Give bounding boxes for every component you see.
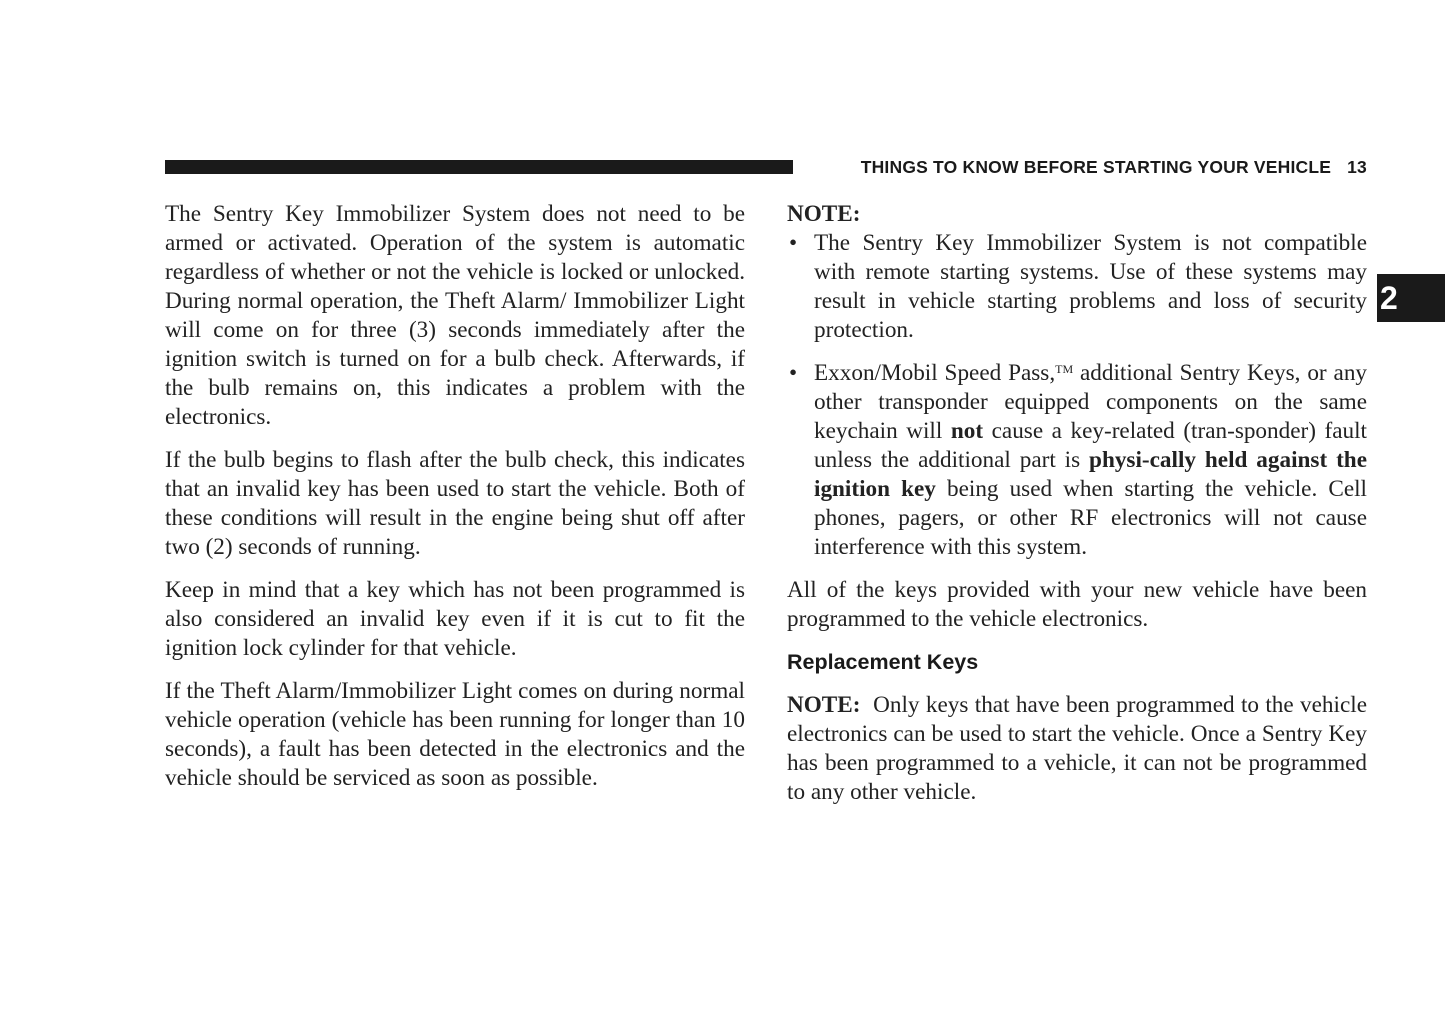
note-label: NOTE: xyxy=(787,692,861,718)
bullet-text-part: additional Sentry Keys, or any other transponder equipped components on the same keychain will xyxy=(814,360,1368,444)
chapter-tab: 2 xyxy=(1377,274,1445,322)
bullet-text-part: being used when starting the vehicle. Cell phones, pagers, or other RF electronics will not cause interference with this system. xyxy=(814,476,1368,560)
header-rule xyxy=(165,160,793,174)
bullet-text-compatibility: The Sentry Key Immobilizer System is not compatible with remote starting systems. Use of these systems may result in vehicle starting problems and loss of security protection. xyxy=(814,230,1367,343)
list-item xyxy=(787,359,1367,562)
right-column xyxy=(787,200,1373,821)
left-column xyxy=(165,200,745,807)
bold-emphasis-held: physi-cally held against the ignition key xyxy=(814,447,1367,502)
note-label: NOTE: xyxy=(787,201,861,227)
bullet-text-part: cause a key-related (tran-sponder) fault unless the additional part is xyxy=(814,418,1367,473)
trademark-mark: TM xyxy=(1055,362,1074,376)
running-head xyxy=(861,157,1367,178)
section-heading: Replacement Keys xyxy=(787,650,979,674)
paragraph-invalid-key: Keep in mind that a key which has not been programmed is also considered an invalid key even if it is cut to fit the ignition lock cylinder for that vehicle. xyxy=(165,577,745,661)
bullet-icon: • xyxy=(789,230,798,256)
bold-emphasis-not: not xyxy=(950,418,984,444)
bullet-icon: • xyxy=(789,360,798,386)
paragraph-replacement-note xyxy=(787,691,1373,807)
paragraph-bulb-flash: If the bulb begins to flash after the bulb check, this indicates that an invalid key has been used to start the vehicle. Both of these conditions will result in the engine being shut off after two (2) seconds of running. xyxy=(165,447,745,560)
list-item xyxy=(787,229,1367,345)
bullet-text-part: Exxon/Mobil Speed Pass, xyxy=(814,360,1056,386)
note-bullet-list xyxy=(787,229,1367,562)
note-text: Only keys that have been programmed to the vehicle electronics can be used to start the vehicle. Once a Sentry Key has been programmed to a vehicle, it can not be programmed to any other vehicle. xyxy=(787,692,1373,805)
section-title: THINGS TO KNOW BEFORE STARTING YOUR VEHICLE xyxy=(860,157,1332,177)
paragraph-keys-programmed: All of the keys provided with your new vehicle have been programmed to the vehicle electronics. xyxy=(787,577,1367,632)
paragraph-fault-detected: If the Theft Alarm/Immobilizer Light comes on during normal vehicle operation (vehicle has been running for longer than 10 seconds), a fault has been detected in the electronics and the vehicle should be serviced as soon as possible. xyxy=(165,678,745,791)
page-number: 13 xyxy=(1347,157,1367,177)
paragraph-system-overview: The Sentry Key Immobilizer System does not need to be armed or activated. Operation of the system is automatic regardless of whether or not the vehicle is locked or unlocked. During normal operation, the Theft Alarm/ Immobilizer Light will come on for three (3) seconds immediately after the ignition switch is turned on for a bulb check. Afterwards, if the bulb remains on, this indicates a problem with the electronics. xyxy=(165,201,745,430)
